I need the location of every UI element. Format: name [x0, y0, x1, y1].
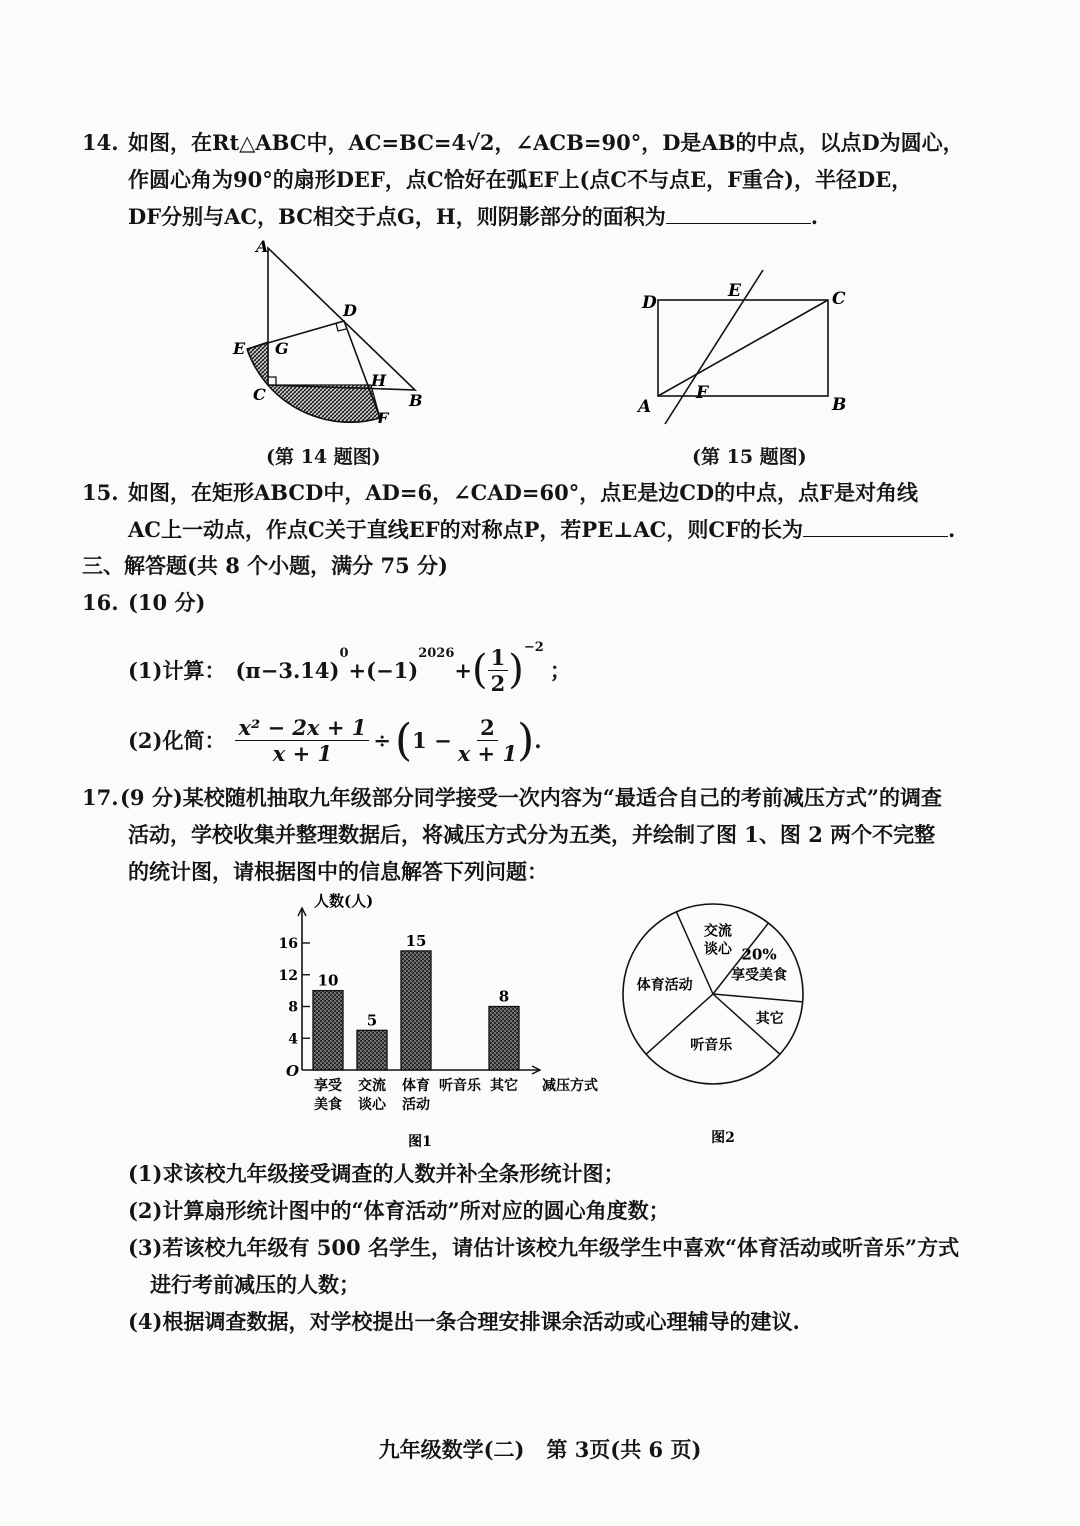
q16-p1-paren-right: ) — [508, 647, 524, 693]
page-footer: 九年级数学(二) 第 3页(共 6 页) — [378, 1437, 702, 1462]
bar-chart-title: 图1 — [408, 1134, 432, 1150]
bar-category-label: 谈心 — [358, 1097, 386, 1113]
bar-value-label: 10 — [317, 971, 339, 990]
q16-p1-label: (1)计算： — [128, 658, 226, 683]
q16-p1-exp-c: −2 — [523, 640, 544, 655]
q16-p2-paren-right: ) — [517, 714, 535, 766]
q14-line3-end: . — [810, 204, 819, 229]
q16-p2-inner-den: x + 1 — [457, 740, 518, 766]
bar — [313, 991, 343, 1070]
bar-y-tick-label: 16 — [278, 936, 298, 952]
q16-p2-paren-left: ( — [395, 714, 413, 766]
q17-sub2: (2)计算扇形统计图中的“体育活动”所对应的圆心角度数； — [128, 1198, 670, 1223]
bar-value-label: 15 — [405, 931, 427, 950]
q15-line2-end: . — [948, 517, 956, 542]
q17-sub4: (4)根据调查数据，对学校提出一条合理安排课余活动或心理辅导的建议. — [128, 1309, 800, 1334]
fig14-label-a: A — [256, 238, 269, 256]
q16-part2 — [128, 708, 542, 772]
q14-number: 14. — [82, 130, 119, 155]
bar-category-label: 交流 — [358, 1078, 386, 1094]
fig15-label-c: C — [832, 289, 846, 309]
bar-x-label: 减压方式 — [542, 1078, 598, 1094]
q16-p2-numerator: x² − 2x + 1 — [235, 715, 369, 741]
q16-p2-inner-num: 2 — [477, 715, 498, 741]
fig15-label-e: E — [728, 281, 741, 301]
q16-p1-fraction — [488, 645, 509, 696]
q16-p1-plus: + — [454, 657, 473, 683]
q16-p1-frac-den: 2 — [490, 670, 506, 696]
q14-line1: 如图，在Rt△ABC中，AC=BC=4√2，∠ACB=90°，D是AB的中点，以点D为圆心， — [128, 130, 964, 155]
pie-slice-label: 交流 — [703, 923, 732, 940]
bar — [401, 951, 431, 1070]
fig15-caption: (第 15 题图) — [692, 446, 807, 468]
q15-number: 15. — [82, 480, 119, 505]
q16-p1-paren-left: ( — [472, 647, 488, 693]
q16-p2-inner-fraction — [458, 715, 517, 766]
pie-slice-label: 其它 — [755, 1010, 784, 1027]
q16-p1-exp-b: 2026 — [418, 646, 455, 661]
q16-part1 — [128, 640, 571, 700]
pie-percent-label: 20% — [741, 945, 777, 964]
bar-origin-label: O — [286, 1062, 300, 1080]
figure-14 — [225, 238, 435, 423]
q16-score: (10 分) — [128, 590, 206, 615]
pie-slice-boundary — [713, 994, 803, 1002]
fig14-label-b: B — [409, 391, 423, 410]
pie-slice-label: 听音乐 — [690, 1037, 733, 1054]
fig14-right-angle-c — [268, 377, 276, 385]
bar — [489, 1007, 519, 1071]
fig15-label-d: D — [642, 293, 657, 313]
pie-slice-label: 谈心 — [703, 941, 732, 958]
q16-p1-exp-a: 0 — [339, 646, 349, 661]
fig14-label-h: H — [371, 371, 387, 390]
pie-chart-figure2 — [615, 898, 815, 1150]
bar-category-label: 享受 — [314, 1078, 342, 1094]
q15-line2-text: AC上一动点，作点C关于直线EF的对称点P，若PE⊥AC，则CF的长为 — [128, 517, 804, 542]
fig15-label-b: B — [832, 395, 847, 415]
q16-p2-end: . — [534, 727, 542, 753]
q16-p2-divide: ÷ — [373, 727, 391, 753]
bar — [357, 1030, 387, 1070]
bar-y-tick-label: 8 — [288, 999, 298, 1016]
bar-y-tick-label: 12 — [278, 967, 298, 984]
q17-sub3b: 进行考前减压的人数； — [150, 1272, 360, 1297]
fig14-label-f: F — [377, 409, 389, 423]
bar-category-label: 活动 — [402, 1097, 430, 1113]
bar-chart-figure1 — [270, 888, 620, 1150]
fig14-label-c: C — [253, 385, 266, 404]
q17-sub3a: (3)若该校九年级有 500 名学生，请估计该校九年级学生中喜欢“体育活动或听音乐”方式 — [128, 1235, 960, 1260]
fig14-shade-bottom — [268, 385, 380, 422]
fig15-line-ef — [665, 270, 763, 424]
fig14-triangle — [268, 248, 415, 390]
q16-p2-label: (2)化简： — [128, 728, 226, 753]
q15-line1: 如图，在矩形ABCD中，AD=6，∠CAD=60°，点E是边CD的中点，点F是对角线 — [128, 480, 919, 505]
bar-category-label: 体育 — [402, 1078, 430, 1094]
pie-chart-title: 图2 — [711, 1130, 735, 1146]
bar-category-label: 听音乐 — [439, 1078, 481, 1094]
bar-value-label: 5 — [366, 1011, 378, 1030]
bar-y-label: 人数(人) — [314, 892, 374, 910]
q14-answer-blank — [666, 221, 811, 224]
pie-slice-label: 体育活动 — [636, 977, 693, 994]
q14-line2: 作圆心角为90°的扇形DEF，点C恰好在弧EF上(点C不与点E，F重合)，半径DE， — [128, 167, 913, 192]
fig15-label-f: F — [696, 383, 709, 403]
q16-p1-frac-num: 1 — [488, 645, 509, 671]
fig15-label-a: A — [638, 397, 652, 417]
fig14-caption: (第 14 题图) — [266, 446, 381, 468]
bar-category-label: 其它 — [490, 1078, 518, 1094]
q17-line3: 的统计图，请根据图中的信息解答下列问题： — [128, 859, 548, 884]
bar-category-label: 美食 — [314, 1097, 342, 1113]
q14-line3-text: DF分别与AC，BC相交于点G，H，则阴影部分的面积为 — [128, 204, 666, 229]
pie-slice-label: 享受美食 — [731, 967, 788, 984]
bar-y-tick-label: 4 — [288, 1031, 298, 1048]
q17-sub1: (1)求该校九年级接受调查的人数并补全条形统计图； — [128, 1161, 625, 1186]
figure-15 — [630, 262, 860, 432]
q16-number: 16. — [82, 590, 119, 615]
section-3-heading: 三、解答题(共 8 个小题，满分 75 分) — [82, 553, 448, 578]
q16-p1-end: ； — [549, 658, 571, 683]
bar-value-label: 8 — [498, 987, 510, 1006]
q14-line3 — [128, 203, 818, 231]
q17-number: 17. — [82, 785, 119, 810]
q17-line2: 活动，学校收集并整理数据后，将减压方式分为五类，并绘制了图 1、图 2 两个不完整 — [128, 822, 936, 847]
q16-p1-term-a: (π−3.14) — [235, 657, 340, 683]
fig14-label-d: D — [343, 301, 357, 320]
fig14-label-e: E — [233, 339, 246, 358]
fig15-diagonal-ac — [658, 300, 828, 396]
q16-p1-term-b: +(−1) — [348, 657, 419, 683]
q16-p2-denominator: x + 1 — [272, 740, 333, 766]
fig14-label-g: G — [275, 339, 289, 358]
q17-line1: (9 分)某校随机抽取九年级部分同学接受一次内容为“最适合自己的考前减压方式”的调查 — [120, 785, 942, 810]
q16-p2-one-minus: 1 − — [412, 727, 452, 753]
q15-answer-blank — [803, 534, 948, 537]
q16-p2-fraction — [235, 715, 369, 766]
q15-line2 — [128, 516, 955, 544]
